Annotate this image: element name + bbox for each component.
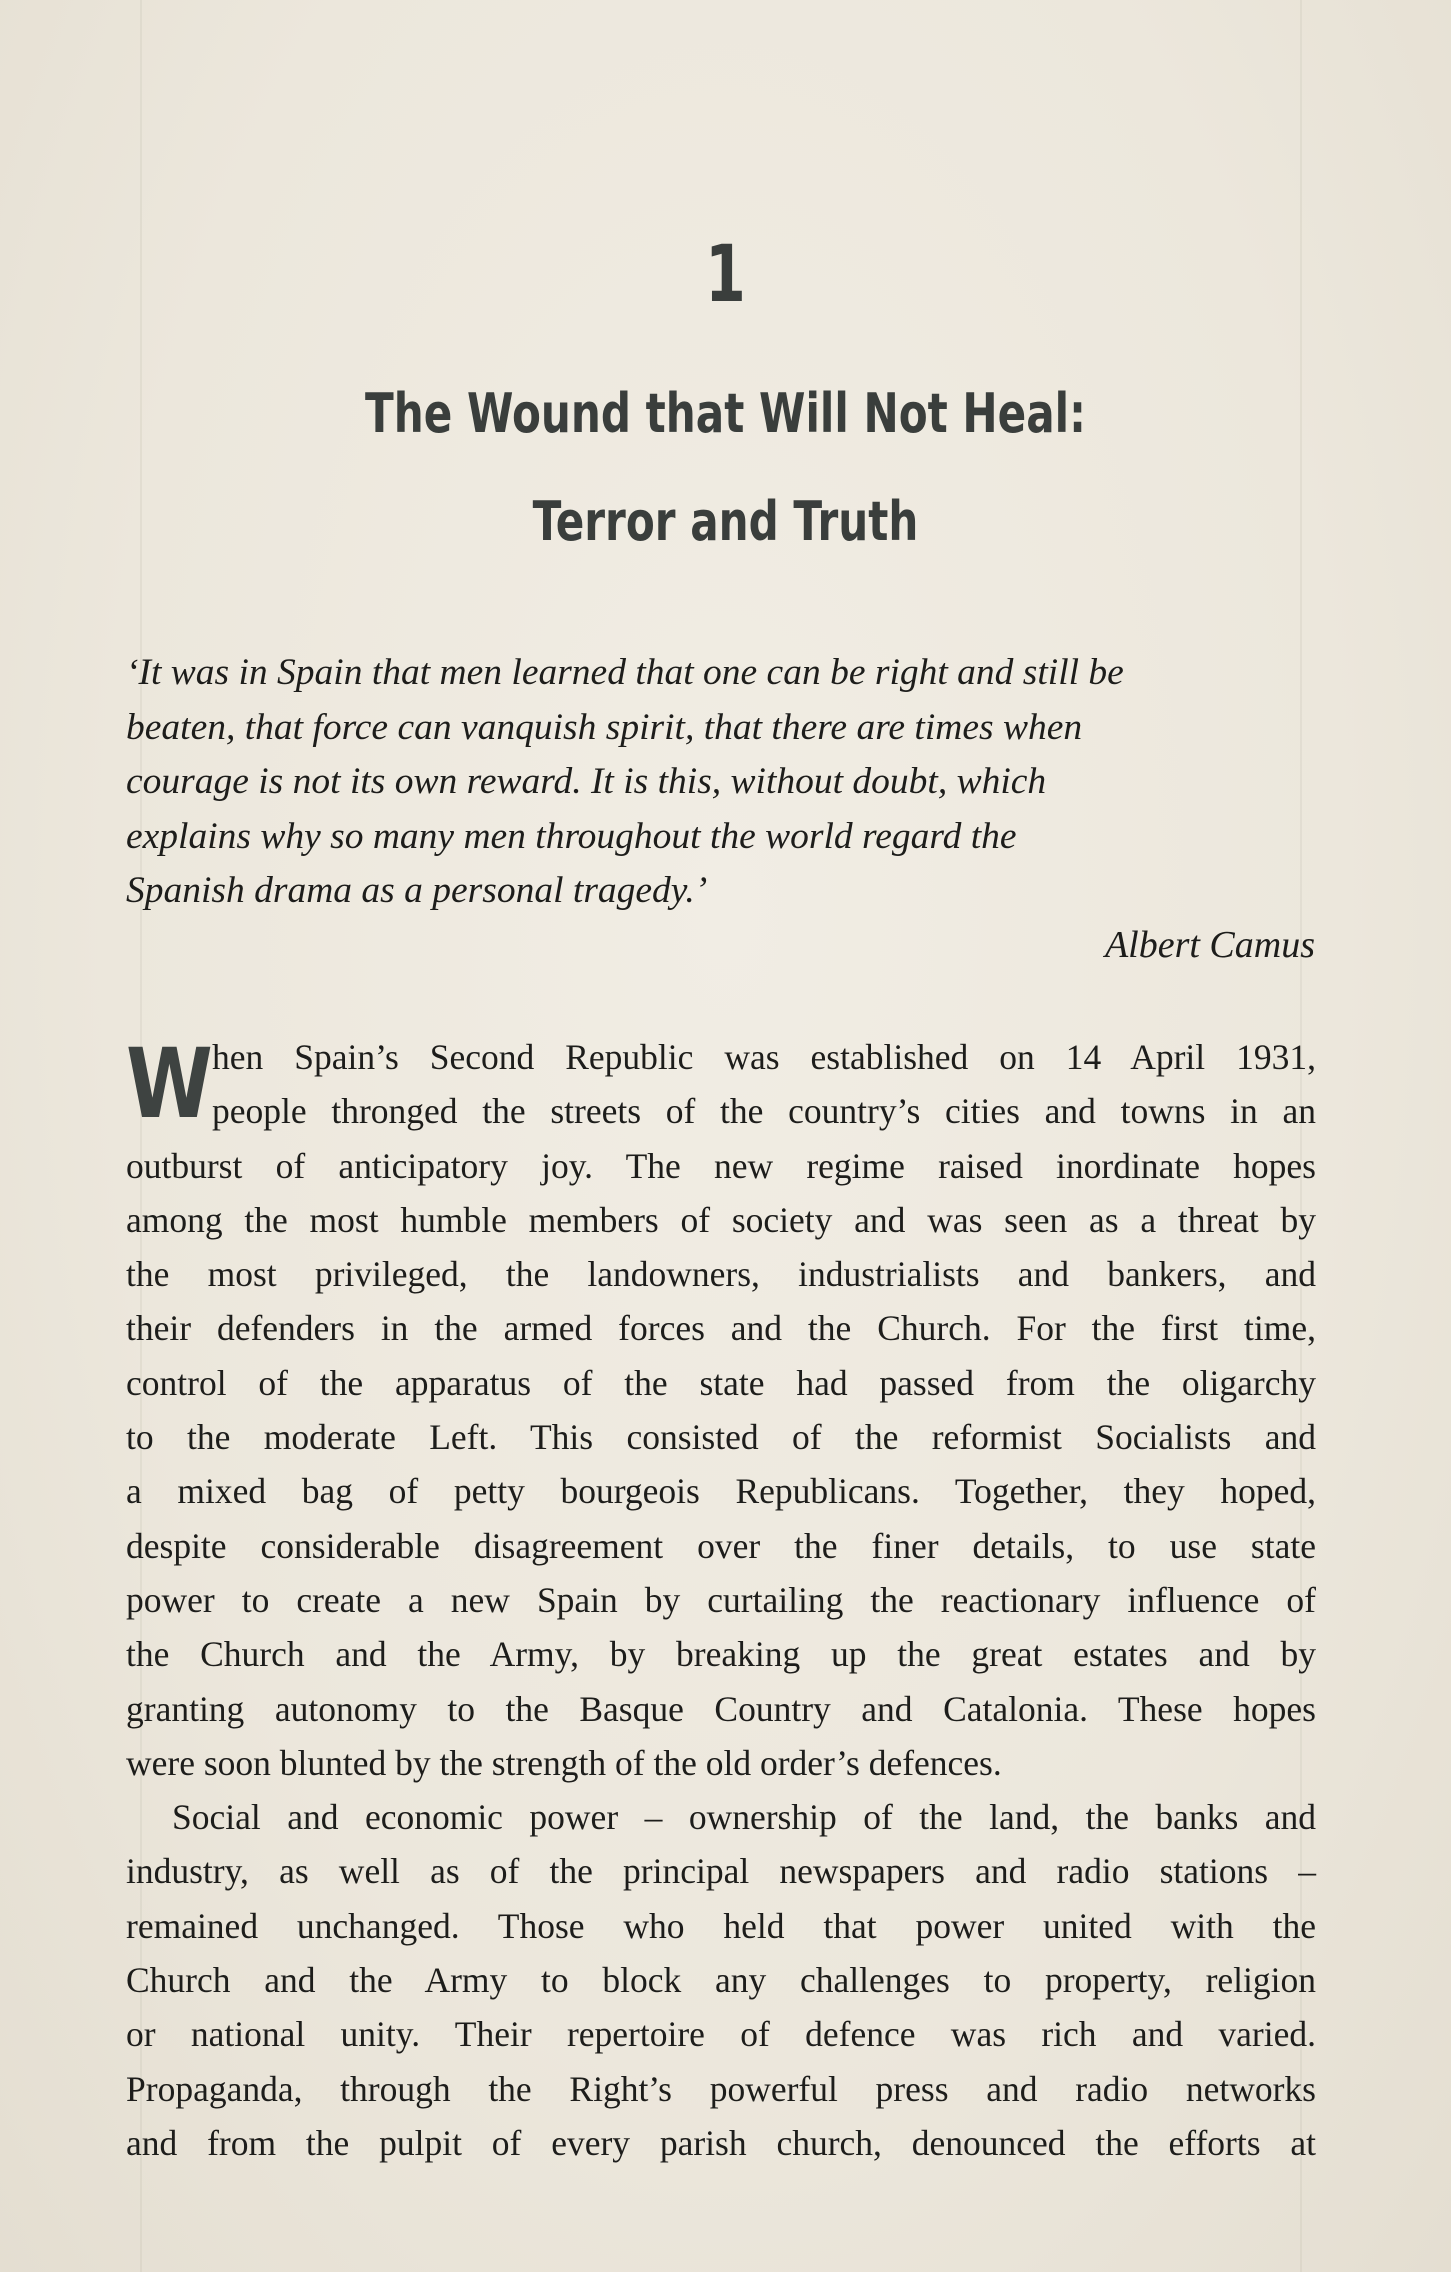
chapter-title — [0, 360, 1451, 576]
paragraph-1-line: to the moderate Left. This consisted of the reformist Socialists and — [126, 1417, 1316, 1458]
epigraph-line: ‘It was in Spain that men learned that one can be right and still be — [126, 652, 1124, 693]
paragraph-2-line: Propaganda, through the Right’s powerful press and radio networks — [126, 2068, 1316, 2109]
drop-cap: W — [126, 1028, 213, 1140]
paragraph-1-line: people thronged the streets of the country’s cities and towns in an — [212, 1091, 1316, 1132]
epigraph-quote — [126, 646, 1316, 919]
paragraph-2-line: remained unchanged. Those who held that power united with the — [126, 1905, 1316, 1946]
chapter-number: 1 — [705, 230, 746, 320]
chapter-title-line-2: Terror and Truth — [532, 490, 919, 553]
epigraph-attribution: Albert Camus — [1104, 924, 1315, 966]
paragraph-1-line: despite considerable disagreement over the finer details, to use state — [126, 1525, 1316, 1566]
paragraph-1-line: a mixed bag of petty bourgeois Republicans. Together, they hoped, — [126, 1471, 1316, 1512]
epigraph-line: Spanish drama as a personal tragedy.’ — [126, 870, 708, 911]
paragraph-1-line: hen Spain’s Second Republic was established on 14 April 1931, — [212, 1037, 1316, 1077]
paragraph-1-line: the most privileged, the landowners, industrialists and bankers, and — [126, 1254, 1316, 1295]
body-text — [126, 1030, 1316, 2170]
paragraph-1-line: were soon blunted by the strength of the old order’s defences. — [126, 1742, 1002, 1783]
paragraph-1-line: their defenders in the armed forces and the Church. For the first time, — [126, 1308, 1316, 1349]
paragraph-2-line: Church and the Army to block any challenges to property, religion — [126, 1960, 1316, 2001]
paragraph-1-line: outburst of anticipatory joy. The new regime raised inordinate hopes — [126, 1145, 1316, 1186]
epigraph-line: beaten, that force can vanquish spirit, that there are times when — [126, 706, 1083, 748]
epigraph-line: courage is not its own reward. It is this, without doubt, which — [126, 761, 1047, 802]
chapter-title-line-1: The Wound that Will Not Heal: — [365, 382, 1086, 445]
paragraph-1-line: power to create a new Spain by curtailing the reactionary influence of — [126, 1579, 1316, 1620]
epigraph-line: explains why so many men throughout the world regard the — [126, 815, 1017, 857]
paragraph-2-line: Social and economic power – ownership of the land, the banks and — [172, 1797, 1316, 1838]
paragraph-1-line: the Church and the Army, by breaking up the great estates and by — [126, 1634, 1316, 1675]
paragraph-2-line: or national unity. Their repertoire of defence was rich and varied. — [126, 2014, 1316, 2055]
paragraph-2-line: industry, as well as of the principal newspapers and radio stations – — [126, 1851, 1316, 1892]
paragraph-2-line: and from the pulpit of every parish church, denounced the efforts at — [126, 2122, 1316, 2163]
paragraph-1-line: granting autonomy to the Basque Country and Catalonia. These hopes — [126, 1688, 1316, 1729]
paragraph-1-line: among the most humble members of society and was seen as a threat by — [126, 1199, 1316, 1240]
paragraph-1-line: control of the apparatus of the state had passed from the oligarchy — [126, 1362, 1316, 1403]
